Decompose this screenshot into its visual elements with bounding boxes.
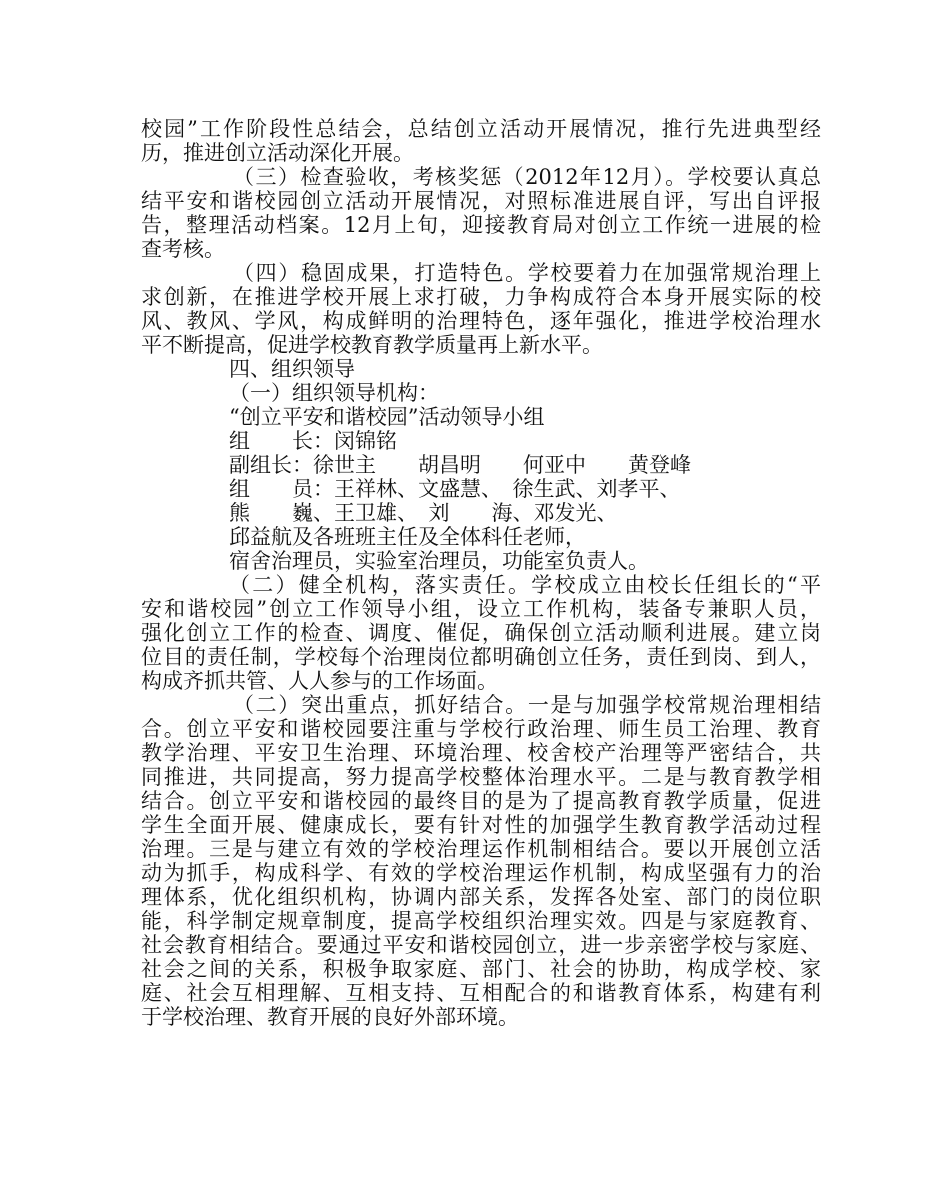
body-line: 构成齐抓共管、人人参与的工作场面。 [141,669,498,693]
member-line: 宿舍治理员，实验室治理员，功能室负责人。 [229,549,649,573]
group-title: “创立平安和谐校园”活动领导小组 [229,405,545,429]
section-heading-line: （三）检查验收，考核奖惩（2012年12月）。学校要认真总 [233,165,821,189]
body-line: 强化创立工作的检查、调度、催促，确保创立活动顺利进展。建立岗 [141,621,821,645]
section-heading-line: （二）突出重点，抓好结合。一是与加强学校常规治理相结 [233,693,821,717]
body-line: 庭、社会互相理解、互相支持、互相配合的和谐教育体系，构建有利 [141,981,821,1005]
body-line: 能，科学制定规章制度，提高学校组织治理实效。四是与家庭教育、 [141,909,821,933]
body-line: 于学校治理、教育开展的良好外部环境。 [141,1005,519,1029]
body-line: 社会教育相结合。要通过平安和谐校园创立，进一步亲密学校与家庭、 [141,933,821,957]
member-line: 熊 巍、王卫雄、 刘 海、邓发光、 [229,501,618,525]
body-line: 平不断提高，促进学校教育教学质量再上新水平。 [141,333,603,357]
body-line: 历，推进创立活动深化开展。 [141,141,414,165]
body-line: 结合。创立平安和谐校园的最终目的是为了提高教育教学质量，促进 [141,789,821,813]
section-heading-line: （四）稳固成果，打造特色。学校要着力在加强常规治理上 [233,261,821,285]
body-line: 告，整理活动档案。12月上旬，迎接教育局对创立工作统一进展的检 [141,213,821,237]
body-line: 教学治理、平安卫生治理、环境治理、校舍校产治理等严密结合，共 [141,741,821,765]
member-line: 副组长：徐世主 胡昌明 何亚中 黄登峰 [229,453,691,477]
body-line: 风、教风、学风，构成鲜明的治理特色，逐年强化，推进学校治理水 [141,309,821,333]
body-line: 合。创立平安和谐校园要注重与学校行政治理、师生员工治理、教育 [141,717,821,741]
member-line: 组 长：闵锦铭 [229,429,397,453]
body-line: 理体系，优化组织机构，协调内部关系，发挥各处室、部门的岗位职 [141,885,821,909]
body-line: 动为抓手，构成科学、有效的学校治理运作机制，构成坚强有力的治 [141,861,821,885]
body-line: 结平安和谐校园创立活动开展情况，对照标准进展自评，写出自评报 [141,189,821,213]
body-line: 社会之间的关系，积极争取家庭、部门、社会的协助，构成学校、家 [141,957,821,981]
body-line: 查考核。 [141,237,225,261]
section-heading: 四、组织领导 [229,357,355,381]
body-line: 求创新，在推进学校开展上求打破，力争构成符合本身开展实际的校 [141,285,821,309]
body-line: 同推进，共同提高，努力提高学校整体治理水平。二是与教育教学相 [141,765,821,789]
member-line: 邱益航及各班班主任及全体科任老师， [229,525,586,549]
body-line: 位目的责任制，学校每个治理岗位都明确创立任务，责任到岗、到人， [141,645,821,669]
body-line: 治理。三是与建立有效的学校治理运作机制相结合。要以开展创立活 [141,837,821,861]
subsection-heading: （一）组织领导机构： [229,381,439,405]
body-line: 校园”工作阶段性总结会，总结创立活动开展情况，推行先进典型经 [141,117,821,141]
member-line: 组 员：王祥林、文盛慧、 徐生武、刘孝平、 [229,477,681,501]
section-heading-line: （二）健全机构，落实责任。学校成立由校长任组长的“平 [229,573,821,597]
body-line: 安和谐校园”创立工作领导小组，设立工作机构，装备专兼职人员， [141,597,821,621]
body-line: 学生全面开展、健康成长，要有针对性的加强学生教育教学活动过程 [141,813,821,837]
